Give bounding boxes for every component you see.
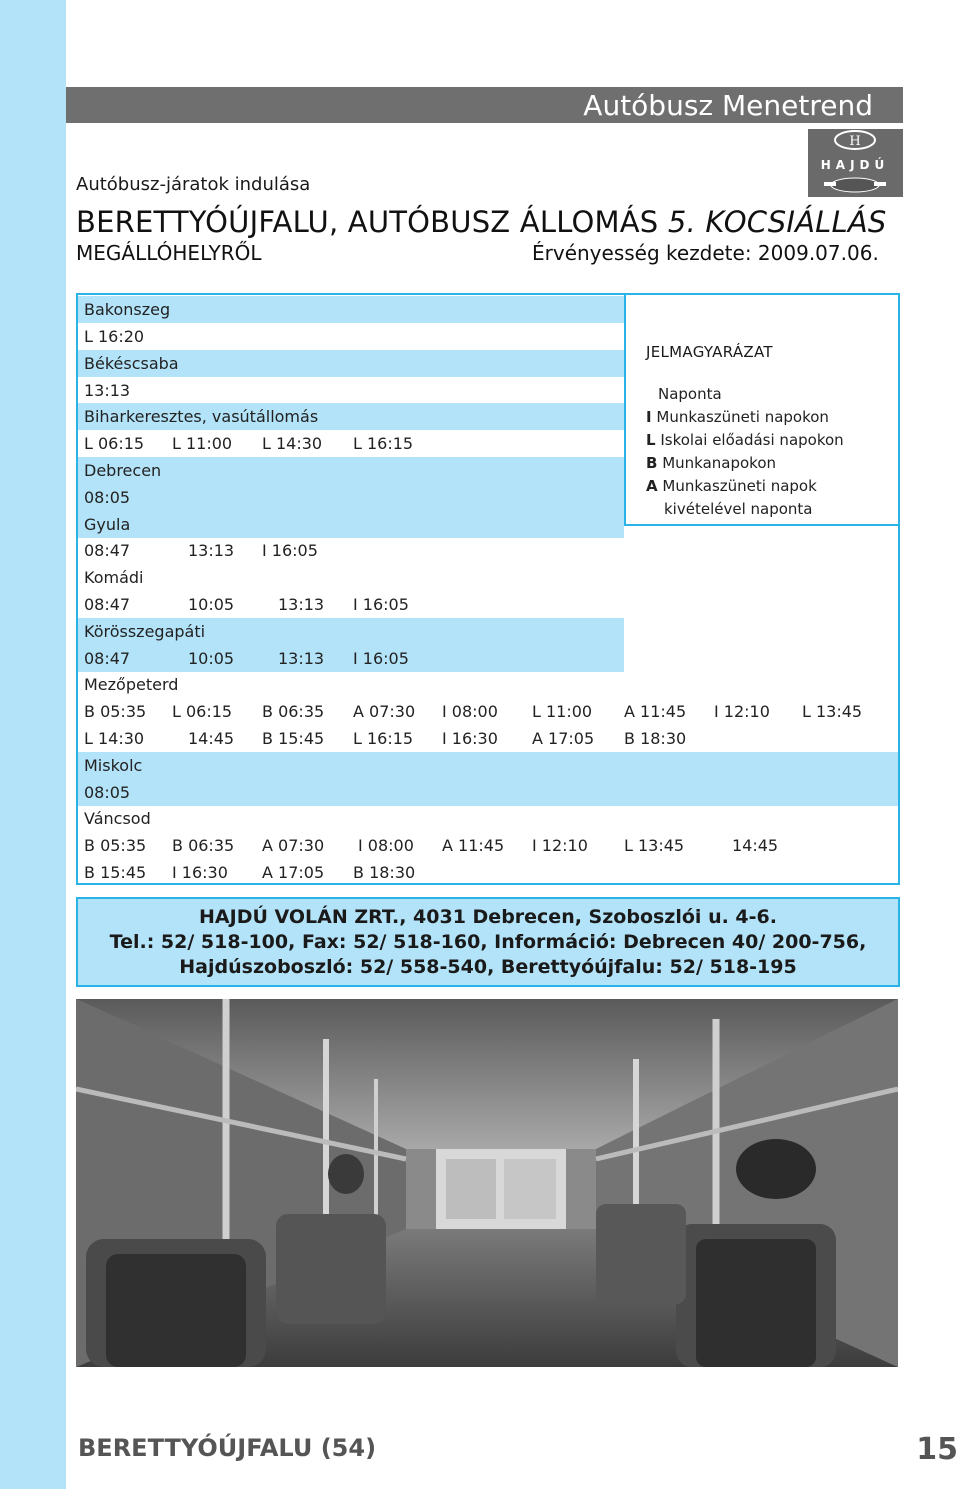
- contact-line: Hajdúszoboszló: 52/ 558-540, Berettyóújfalu: 52/ 518-195: [179, 956, 797, 978]
- destination-name: Biharkeresztes, vasútállomás: [84, 407, 319, 426]
- legend-text: Munkanapokon: [662, 454, 777, 472]
- time-row: [78, 484, 624, 511]
- legend-text: Munkaszüneti napok: [662, 477, 817, 495]
- contact-line: Tel.: 52/ 518-100, Fax: 52/ 518-160, Információ: Debrecen 40/ 200-756,: [109, 931, 867, 953]
- station-bay: 5. KOCSIÁLLÁS: [667, 205, 887, 239]
- departure-time: 14:45: [732, 836, 779, 855]
- legend-item: [646, 408, 829, 426]
- legend-code: A: [646, 477, 658, 495]
- departure-time: B 18:30: [353, 863, 416, 882]
- page-number: 15: [916, 1432, 958, 1467]
- destination-name: Mezőpeterd: [84, 675, 179, 694]
- departure-time: B 05:35: [84, 702, 147, 721]
- legend-text: Iskolai előadási napokon: [660, 431, 844, 449]
- bus-interior-photo: [76, 999, 898, 1367]
- legend-text: kivételével naponta: [664, 500, 813, 518]
- legend-code: I: [646, 408, 652, 426]
- departure-time: L 14:30: [262, 434, 323, 453]
- departure-time: B 06:35: [172, 836, 235, 855]
- legend-text: Munkaszüneti napokon: [656, 408, 829, 426]
- destination-row: [78, 296, 624, 323]
- departure-time: 13:13: [84, 381, 131, 400]
- departure-time: I 16:30: [172, 863, 228, 882]
- departure-time: L 16:15: [353, 434, 414, 453]
- contact-line: HAJDÚ VOLÁN ZRT., 4031 Debrecen, Szoboszlói u. 4-6.: [199, 906, 777, 928]
- departure-time: L 11:00: [532, 702, 593, 721]
- destination-name: Békéscsaba: [84, 354, 179, 373]
- stop-label: MEGÁLLÓHELYRŐL: [76, 241, 262, 265]
- departure-time: 08:05: [84, 783, 131, 802]
- page-title: Autóbusz Menetrend: [583, 89, 873, 122]
- departure-time: I 16:05: [262, 541, 318, 560]
- departure-time: 14:45: [188, 729, 235, 748]
- departure-time: L 13:45: [624, 836, 685, 855]
- departure-time: A 17:05: [532, 729, 595, 748]
- legend-item: [658, 385, 722, 403]
- legend-item: [664, 500, 812, 518]
- destination-name: Körösszegapáti: [84, 622, 206, 641]
- legend-item: [646, 431, 844, 449]
- legend-item: [646, 454, 776, 472]
- departure-time: I 08:00: [358, 836, 414, 855]
- hajdu-logo: [808, 129, 903, 197]
- departure-time: B 15:45: [84, 863, 147, 882]
- svg-text:HAJDÚ: HAJDÚ: [820, 158, 890, 172]
- departure-time: A 17:05: [262, 863, 325, 882]
- departure-time: 08:47: [84, 649, 131, 668]
- destination-row: [78, 511, 624, 538]
- legend-code: L: [646, 431, 656, 449]
- departure-time: B 05:35: [84, 836, 147, 855]
- departure-time: 08:47: [84, 595, 131, 614]
- station-heading: [76, 205, 887, 239]
- contact-box: [76, 897, 900, 987]
- departure-time: I 16:05: [353, 595, 409, 614]
- validity-date: Érvényesség kezdete: 2009.07.06.: [532, 241, 879, 265]
- departure-time: 13:13: [188, 541, 235, 560]
- destination-row: [78, 618, 624, 645]
- departure-time: L 11:00: [172, 434, 233, 453]
- footer-label: BERETTYÓÚJFALU (54): [78, 1434, 377, 1462]
- departure-time: I 16:30: [442, 729, 498, 748]
- svg-text:H: H: [849, 134, 861, 149]
- departure-time: I 12:10: [532, 836, 588, 855]
- departure-time: 10:05: [188, 649, 235, 668]
- departure-time: L 14:30: [84, 729, 145, 748]
- departure-time: 08:05: [84, 488, 131, 507]
- destination-name: Bakonszeg: [84, 300, 171, 319]
- legend-title: JELMAGYARÁZAT: [646, 343, 773, 361]
- destination-row: [78, 350, 624, 377]
- left-margin-strip: [0, 0, 66, 1489]
- departure-time: B 06:35: [262, 702, 325, 721]
- departure-time: A 07:30: [262, 836, 325, 855]
- departure-time: I 08:00: [442, 702, 498, 721]
- departure-time: L 06:15: [84, 434, 145, 453]
- departure-time: 13:13: [278, 649, 325, 668]
- legend-code: B: [646, 454, 658, 472]
- destination-name: Gyula: [84, 515, 131, 534]
- departure-time: 08:47: [84, 541, 131, 560]
- destination-name: Debrecen: [84, 461, 162, 480]
- departures-label: Autóbusz-járatok indulása: [76, 174, 311, 195]
- destination-row: [78, 457, 624, 484]
- departure-time: A 07:30: [353, 702, 416, 721]
- departure-time: A 11:45: [442, 836, 505, 855]
- time-row: [78, 645, 624, 672]
- time-row: [78, 779, 898, 806]
- departure-time: A 11:45: [624, 702, 687, 721]
- departure-time: 10:05: [188, 595, 235, 614]
- header-bar: [66, 87, 903, 123]
- departure-time: I 16:05: [353, 649, 409, 668]
- departure-time: L 16:20: [84, 327, 145, 346]
- departure-time: B 18:30: [624, 729, 687, 748]
- departure-time: L 06:15: [172, 702, 233, 721]
- destination-row: [78, 403, 624, 430]
- departure-time: 13:13: [278, 595, 325, 614]
- destination-name: Váncsod: [84, 809, 151, 828]
- departure-time: B 15:45: [262, 729, 325, 748]
- legend-box: [624, 293, 900, 526]
- station-name: BERETTYÓÚJFALU, AUTÓBUSZ ÁLLOMÁS: [76, 205, 659, 239]
- legend-text: Naponta: [658, 385, 722, 403]
- legend-item: [646, 477, 817, 495]
- departure-time: I 12:10: [714, 702, 770, 721]
- destination-name: Miskolc: [84, 756, 143, 775]
- departure-time: L 16:15: [353, 729, 414, 748]
- destination-name: Komádi: [84, 568, 144, 587]
- destination-row: [78, 752, 898, 779]
- departure-time: L 13:45: [802, 702, 863, 721]
